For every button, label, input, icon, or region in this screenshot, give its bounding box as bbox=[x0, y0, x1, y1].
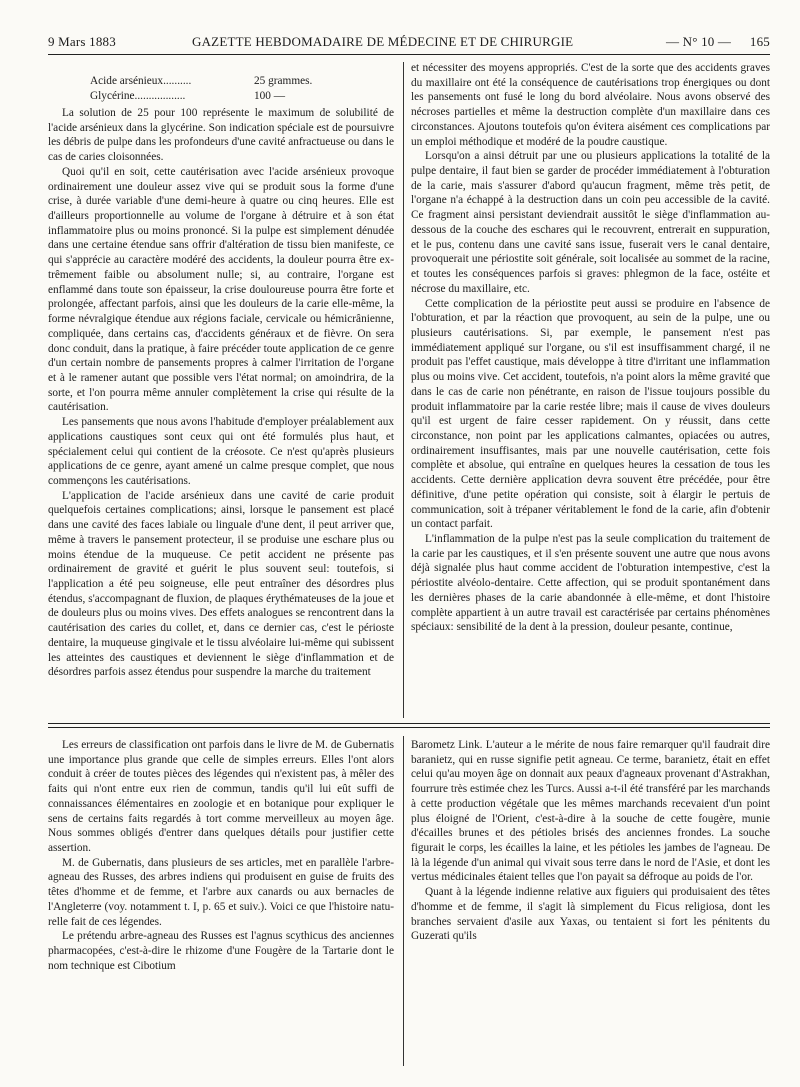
column-rule bbox=[403, 736, 404, 1066]
journal-title: GAZETTE HEBDOMADAIRE DE MÉDECINE ET DE CHIRURGIE bbox=[192, 34, 574, 49]
formula-row bbox=[90, 74, 350, 89]
feuilleton-left-column bbox=[48, 738, 394, 974]
main-left-column bbox=[48, 106, 394, 680]
feuilleton-divider bbox=[48, 727, 770, 728]
issue-date: 9 Mars 1883 bbox=[48, 34, 116, 49]
feuilleton-divider bbox=[48, 723, 770, 724]
formula-amount: 25 grammes. bbox=[254, 75, 313, 87]
paragraph: La solution de 25 pour 100 représente le maximum de solubilité de l'acide arsénieux dans la glycérine. Son indication spéciale est de poursuivre les débris de pulpe dans les profondeurs d'une cavité anfractueuse ou dans le cas de caries cloisonnées. bbox=[48, 107, 394, 164]
paragraph: Quoi qu'il en soit, cette cautérisation avec l'acide arsénieux provoque ordinairement une douleur assez vive qui se produit sous la forme d'une crise, à durée variable d'une demi-heure à quatre ou cinq heures. Elle est d'ailleurs proportionnelle au volume de l'organe à détruire et à son état inflammatoire plus ou moins prononcé. Si la pulpe est simplement dénudée dans une certaine étendue sans offrir d'altération de tissu bien manifeste, ce qui s'apprécie au caractère modéré des accidents, la douleur pourra être extrêmement faible ou absolument nulle; si, au contraire, l'organe est enflammé dans toute son épaisseur, la crise douloureuse pourra être forte et prolongée, affectant parfois, ainsi que les douleurs de la carie elle-même, la forme névralgique étendue aux régions faciale, cervicale ou hémicrânienne, compliquée, dans certains cas, d'accidents généraux et de fièvre. On sera donc conduit, dans la pratique, à faire précéder toute application de ce genre d'un certain nombre de pansements propres à calmer l'irritation de l'organe et à le ramener autant que possible vers l'état normal; on amoindrira, de la sorte, et l'on pourra même annuler complètement la crise qui résulte de la cautérisation. bbox=[48, 165, 394, 414]
paragraph: L'application de l'acide arsénieux dans une cavité de carie produit quelquefois certaines complications; ainsi, lorsque le pansement est placé dans une cavité des faces labiale ou linguale d'une dent, il peut arriver que, même à travers le pansement protecteur, il se produise une eschare plus ou moins étendue de la muqueuse. Ce petit accident ne présente pas ordinairement de gravité et guérit le plus souvent seul: toutefois, si l'application a été peu soigneuse, elle peut entraîner des désordres plus étendus, s'accompagnant de fluxion, de plaques érythémateuses de la joue et de douleurs plus ou moins vives. Des effets analogues se rencontrent dans la cautérisation des caries du collet, et, dans ce dernier cas, c'est le périoste dentaire, la muqueuse gingivale et le tissu alvéolaire lui-même qui subissent les atteintes des caustiques et deviennent le siège d'inflammation et de désordres parfois assez étendus pour suspendre la marche du traitement bbox=[48, 489, 394, 679]
page-number: 165 bbox=[749, 34, 770, 49]
issue-number: — N° 10 — bbox=[666, 34, 732, 49]
paragraph: Les erreurs de classification ont parfois dans le livre de M. de Gubernatis une importance plus grande que celle de simples erreurs. Elles l'ont alors conduit à créer de toutes pièces des légendes qui n'existent pas, à mêler des faits qui n'ont entre eux rien de commun, tandis qu'il lui eût suffi de connaissances élémentaires en zoologie et en botanique pour expliquer le sens de certains faits regardés à tort comme merveilleux au moyen âge. Nous sommes obligés d'entrer dans quelques détails pour justifier cette assertion. bbox=[48, 739, 394, 855]
main-right-column bbox=[411, 61, 770, 635]
paragraph: Le prétendu arbre-agneau des Russes est l'agnus scythicus des anciennes pharmacopées, c'est-à-dire le rhizome d'une Fougère de la Tartarie dont le nom technique est Cibotium bbox=[48, 930, 394, 972]
paragraph: Barometz Link. L'auteur a le mérite de nous faire remarquer qu'il faudrait dire baranietz, qui en russe signifie petit agneau. Ce terme, baranietz, était en effet celui qu'au moyen âge on donnait aux peaux d'agneaux provenant d'Astrakhan, fourrure très estimée chez les Turcs. Aussi a-t-il été transféré par les marchands à cette production végétale que les mêmes marchands recevaient d'un point plus éloigné de l'Orient, c'est-à-dire à la souche de cette fougère, munie d'écailles brunes et des pétioles brisés des anciennes frondes. La souche figurait le corps, les écailles la laine, et les pétioles les jambes de l'agneau. De là la légende d'un animal qui vivait sous terre dans le nord de l'Asie, et dont les vertus médicinales étaient telles que l'on payait sa défroque au poids de l'or. bbox=[411, 739, 770, 884]
arsenic-formula bbox=[90, 74, 350, 103]
formula-amount: 100 — bbox=[254, 89, 286, 102]
formula-ingredient: Glycérine.................. bbox=[90, 89, 186, 102]
paragraph: M. de Gubernatis, dans plusieurs de ses articles, met en parallèle l'arbre-agneau des Russes, des arbres indiens qui produisent en guise de fruits des têtes d'homme et de femme, et l'arbre aux canards ou aux bernacles de l'Angleterre (voy. notamment t. I, p. 65 et suiv.). Voici ce que l'histoire naturelle fait de ces légendes. bbox=[48, 856, 394, 928]
feuilleton-right-column bbox=[411, 738, 770, 944]
page-header bbox=[48, 32, 770, 55]
formula-ingredient: Acide arsénieux.......... bbox=[90, 75, 192, 87]
paragraph: Cette complication de la périostite peut aussi se produire en l'absence de l'obturation, et par la réaction que provoquent, au sein de la pulpe, une ou plusieurs cautérisations. Si, par exemple, le pansement n'est pas immédiatement appliqué sur l'organe, ou s'il est insuffisamment chargé, il ne produit pas l'effet caustique, mais développe à titre d'irritant une inflammation plus ou moins vive. Cet accident, toutefois, n'a point alors la même gravité que dans le cas de carie non pénétrante, en raison de l'issue toujours possible du produit inflammatoire par la carie restée libre; mais il cause de vives douleurs qu'il est urgent de faire cesser rapidement. On y réussit, dans cette circonstance, non point par les applications calmantes, opiacées ou autres, ordinairement insuffisantes, mais par une nouvelle cautérisation, cette fois complète et absolue, qui entraîne en quelques heures la cessation de tous les accidents. Cette dernière application devra souvent être précédée, pour être définitive, d'une petite opération qui consiste, soit à élargir le pertuis de communication, soit à trépaner véritablement le fond de la carie, afin d'obtenir un contact parfait. bbox=[411, 297, 770, 531]
paragraph: Les pansements que nous avons l'habitude d'employer préalablement aux applications caustiques sont ceux qui ont été formulés plus haut, et spécialement celui qui contient de la créosote. Ce n'est qu'après plusieurs applications de ce genre, ayant amené un calme presque complet, que nous commençons les cautérisations. bbox=[48, 416, 394, 487]
formula-row bbox=[90, 89, 350, 104]
paragraph: Quant à la légende indienne relative aux figuiers qui produisaient des têtes d'homme et de femme, il s'agit là simplement du Ficus religiosa, dont les branches servaient d'asile aux Yaxas, ou tentaient si fort les pénitents du Guzerati qu'ils bbox=[411, 886, 770, 943]
column-rule bbox=[403, 62, 404, 718]
paragraph: L'inflammation de la pulpe n'est pas la seule complication du traitement de la carie par les caustiques, et il s'en présente souvent une autre que nous avons déjà signalée plus haut comme accident de l'obturation intempestive, c'est la périostite alvéolo-dentaire. Cette affection, qui se produit spontanément dans les dernières phases de la carie abandonnée à elle-même, et dont l'histoire complète appartient à un autre travail est caractérisée par certains phénomènes spéciaux: sensibilité de la dent à la pression, douleur pesante, continue, bbox=[411, 533, 770, 634]
paragraph: Lorsqu'on a ainsi détruit par une ou plusieurs applications la totalité de la pulpe dentaire, il faut bien se garder de procéder immédiatement à l'obturation de la carie, mais s'assurer d'abord qu'aucun fragment, même très petit, de l'organe n'a échappé à la destruction dans un coin peu accessible de la cavité. Ce fragment ainsi persistant deviendrait aussitôt le siège d'inflammation au-dessous de la couche des eschares qui le recouvrent, entrerait en suppuration, et le pus, contenu dans une cavité sans issue, fuserait vers le canal dentaire, provoquerait une périostite soit générale, soit localisée au sommet de la racine, et toutes les conséquences parfois si graves: phlegmon de la face, ostéite et nécrose du maxillaire, etc. bbox=[411, 150, 770, 295]
paragraph: et nécessiter des moyens appropriés. C'est de la sorte que des accidents graves du maxillaire ont été la conséquence de cautérisations trop énergiques ou dont les pansements ont fusé le long du bord alvéolaire. Nous avons observé des nécroses partielles et même la destruction complète d'un maxillaire dans ces circonstances. Ajoutons toutefois qu'on évitera aisément ces complications par un emploi méthodique et modéré de la poudre caustique. bbox=[411, 62, 770, 148]
